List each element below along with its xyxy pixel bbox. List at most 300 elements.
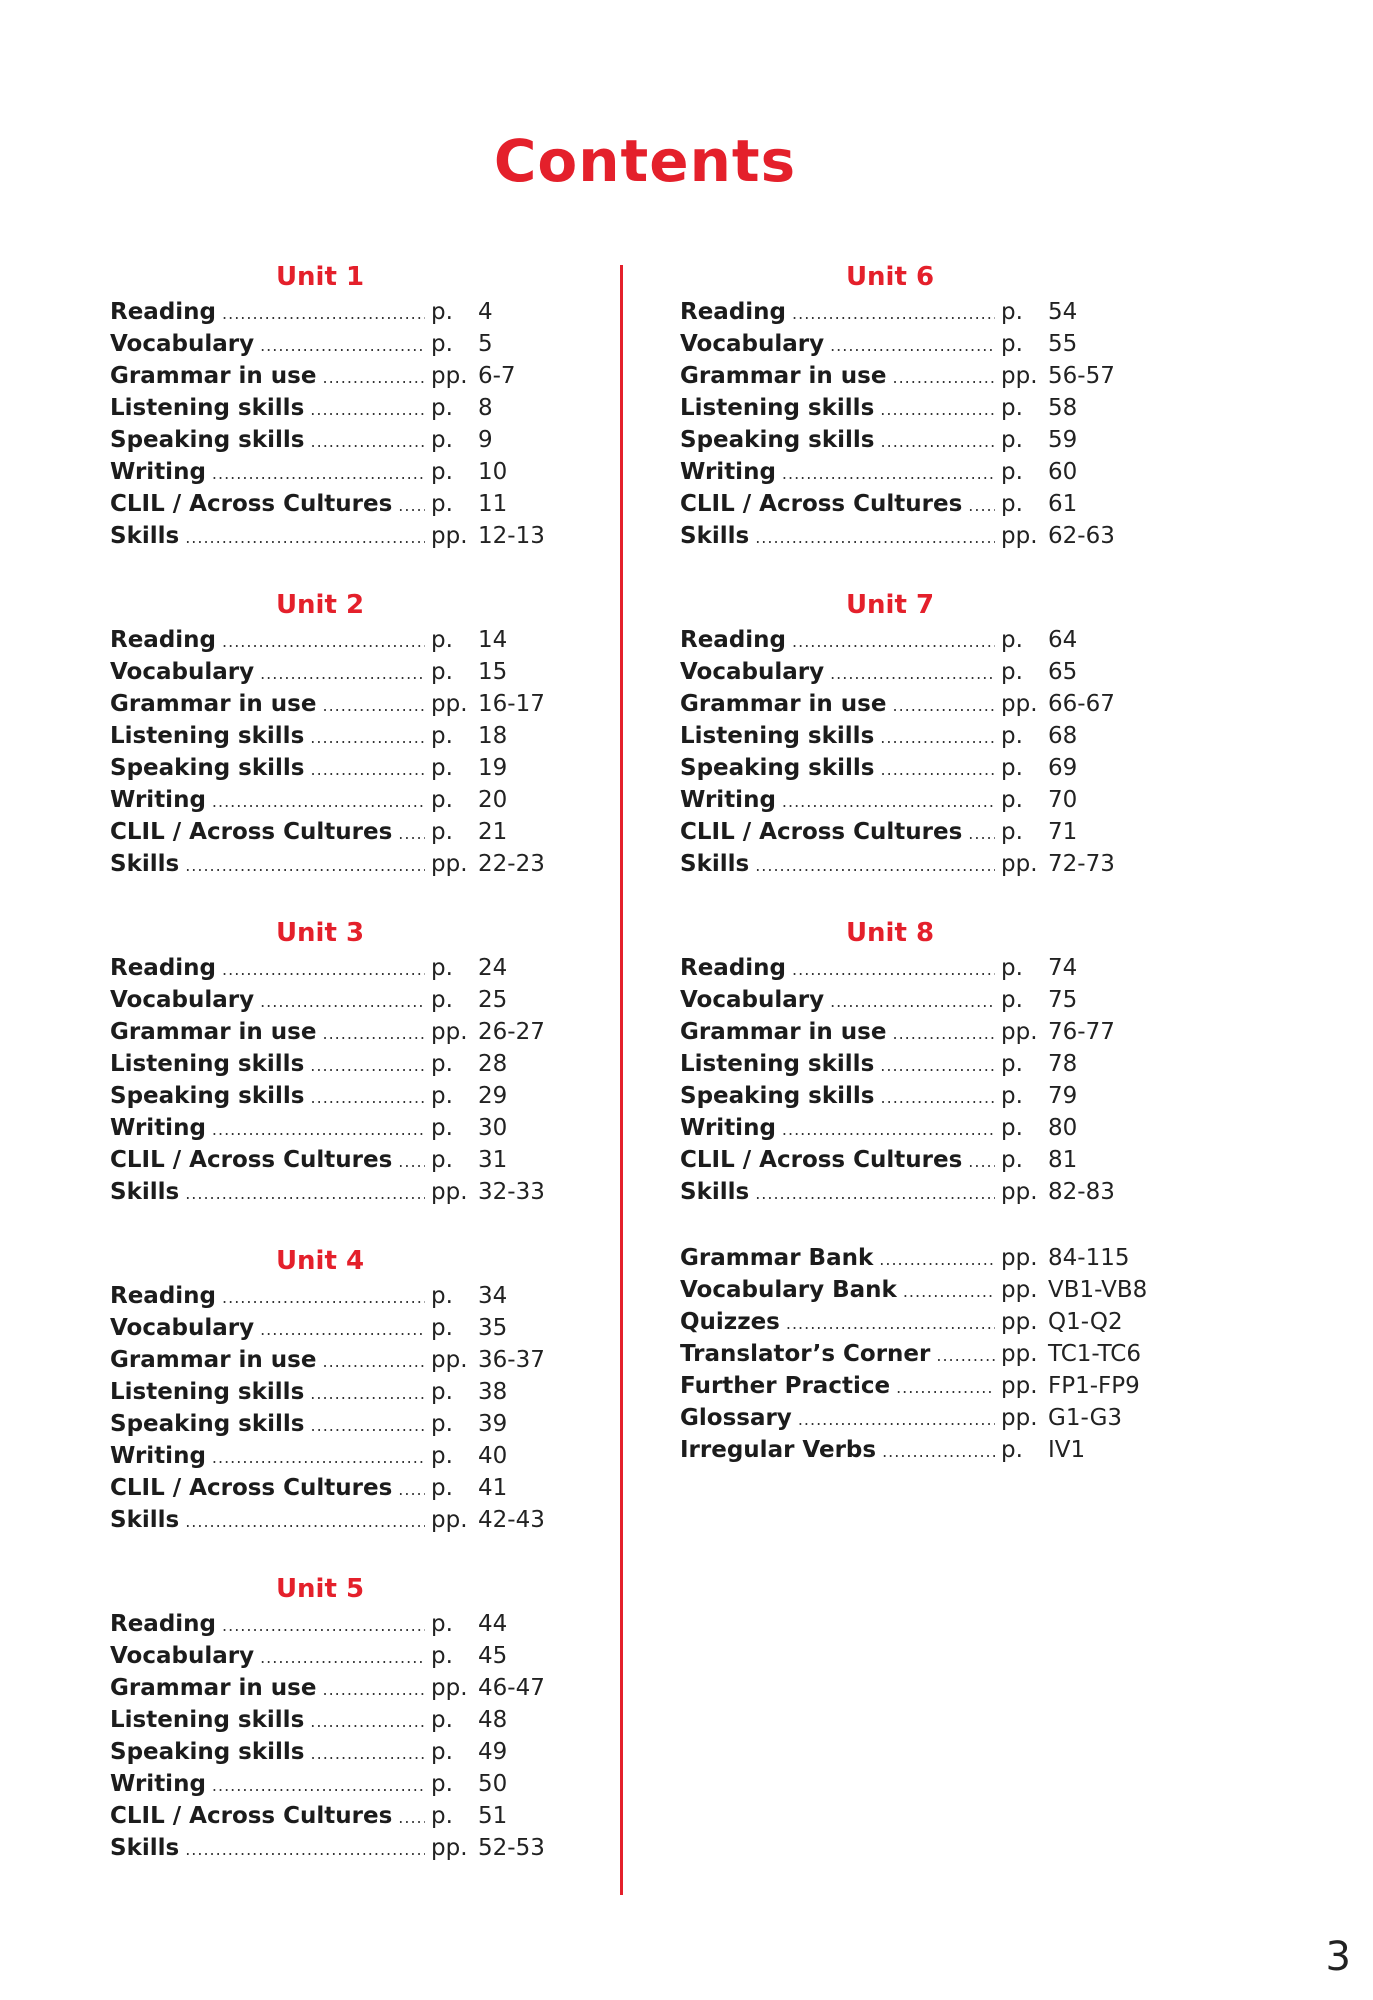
toc-entry-label: Grammar in use [110, 363, 317, 389]
page-ref-prefix: p. [431, 1051, 453, 1077]
page-ref-number: 55 [1048, 331, 1078, 357]
toc-entry-label: CLIL / Across Cultures [680, 819, 963, 845]
toc-entry-label: Irregular Verbs [680, 1437, 877, 1463]
dot-leader [830, 658, 995, 690]
page-ref-number: 30 [478, 1115, 508, 1141]
page-ref-number: 16-17 [478, 691, 545, 717]
toc-entry-label: CLIL / Across Cultures [110, 1475, 393, 1501]
page-ref-number: 18 [478, 723, 508, 749]
page-ref-prefix: p. [431, 459, 453, 485]
page-ref-prefix: p. [431, 1643, 453, 1669]
toc-entry-clil-across-cultures [110, 1144, 590, 1176]
toc-entry-writing [110, 456, 590, 488]
page-ref-number: 81 [1048, 1147, 1078, 1173]
page-ref-prefix: pp. [431, 363, 468, 389]
page-ref-number: 6-7 [478, 363, 516, 389]
left-column [110, 258, 590, 1898]
dot-leader [222, 954, 425, 986]
toc-entry-label: Listening skills [110, 1379, 305, 1405]
toc-entry-skills [110, 520, 590, 552]
toc-entry-grammar-in-use [680, 360, 1160, 392]
dot-leader [322, 1018, 425, 1050]
page-ref-number: 76-77 [1048, 1019, 1115, 1045]
page-ref-number: 35 [478, 1315, 508, 1341]
dot-leader [311, 754, 425, 786]
unit-section [680, 586, 1160, 880]
toc-entry-label: Grammar Bank [680, 1245, 874, 1271]
page-ref-prefix: p. [1001, 659, 1023, 685]
page-ref-number: 9 [478, 427, 493, 453]
toc-entry-label: Listening skills [680, 395, 875, 421]
page-ref-number: 21 [478, 819, 508, 845]
toc-entry-label: Translator’s Corner [680, 1341, 931, 1367]
toc-entry-writing [680, 1112, 1160, 1144]
page-ref-number: 10 [478, 459, 508, 485]
toc-entry-clil-across-cultures [110, 1800, 590, 1832]
page-ref-number: 52-53 [478, 1835, 545, 1861]
dot-leader [260, 330, 425, 362]
toc-entry-clil-across-cultures [110, 488, 590, 520]
page-ref-number: 80 [1048, 1115, 1078, 1141]
page-ref-prefix: pp. [1001, 523, 1038, 549]
toc-entry-speaking-skills [110, 424, 590, 456]
unit-heading: Unit 2 [275, 590, 365, 620]
toc-entry-grammar-in-use [680, 1016, 1160, 1048]
page-ref-prefix: pp. [1001, 691, 1038, 717]
page-ref-prefix: p. [1001, 627, 1023, 653]
toc-entry-grammar-in-use [110, 1016, 590, 1048]
toc-entry-reading [110, 296, 590, 328]
dot-leader [892, 690, 995, 722]
unit-section [680, 914, 1160, 1208]
page-ref-number: 72-73 [1048, 851, 1115, 877]
page-ref-prefix: p. [431, 1771, 453, 1797]
toc-entry-label: Speaking skills [680, 427, 875, 453]
toc-entry-speaking-skills [680, 1080, 1160, 1112]
page-ref-prefix: p. [1001, 299, 1023, 325]
toc-entry-writing [110, 784, 590, 816]
toc-entry-vocabulary-bank [680, 1274, 1160, 1306]
page-ref-prefix: p. [1001, 459, 1023, 485]
toc-entry-reading [110, 952, 590, 984]
toc-entry-label: Speaking skills [680, 1083, 875, 1109]
page-ref-number: 51 [478, 1803, 508, 1829]
unit-heading: Unit 8 [845, 918, 935, 948]
dot-leader [882, 1436, 995, 1468]
page-ref-prefix: pp. [1001, 1019, 1038, 1045]
toc-entry-label: Skills [680, 523, 750, 549]
toc-entry-reading [680, 624, 1160, 656]
page-ref-number: 38 [478, 1379, 508, 1405]
dot-leader [311, 1082, 425, 1114]
page-ref-number: 42-43 [478, 1507, 545, 1533]
dot-leader [310, 1378, 425, 1410]
toc-entry-label: Speaking skills [680, 755, 875, 781]
unit-heading: Unit 1 [275, 262, 365, 292]
page-ref-number: 11 [478, 491, 508, 517]
page-ref-prefix: p. [431, 627, 453, 653]
page-ref-prefix: p. [1001, 1437, 1023, 1463]
dot-leader [968, 1146, 995, 1178]
page-ref-number: 12-13 [478, 523, 545, 549]
toc-entry-label: Skills [110, 523, 180, 549]
page-ref-number: 48 [478, 1707, 508, 1733]
toc-entry-label: Listening skills [110, 723, 305, 749]
toc-entry-label: Vocabulary [110, 659, 255, 685]
dot-leader [881, 754, 995, 786]
page-ref-prefix: pp. [1001, 1277, 1038, 1303]
page-ref-prefix: p. [431, 1411, 453, 1437]
page-ref-number: 74 [1048, 955, 1078, 981]
toc-entry-label: Writing [680, 787, 776, 813]
page-ref-prefix: p. [431, 491, 453, 517]
page-ref-prefix: p. [431, 299, 453, 325]
toc-entry-label: Grammar in use [110, 1347, 317, 1373]
dot-leader [881, 426, 995, 458]
page-ref-number: 45 [478, 1643, 508, 1669]
toc-entry-listening-skills [110, 392, 590, 424]
dot-leader [782, 1114, 995, 1146]
toc-entry-glossary [680, 1402, 1160, 1434]
dot-leader [322, 690, 425, 722]
toc-entry-writing [680, 456, 1160, 488]
page-ref-number: 14 [478, 627, 508, 653]
page-ref-prefix: p. [431, 659, 453, 685]
page-ref-prefix: p. [431, 1475, 453, 1501]
page-ref-number: 25 [478, 987, 508, 1013]
page-ref-number: 41 [478, 1475, 508, 1501]
page-ref-prefix: pp. [1001, 1373, 1038, 1399]
toc-entry-label: Vocabulary [110, 331, 255, 357]
page-ref-prefix: p. [1001, 331, 1023, 357]
page-ref-prefix: p. [1001, 787, 1023, 813]
toc-entry-label: CLIL / Across Cultures [110, 1803, 393, 1829]
page-ref-prefix: p. [431, 1283, 453, 1309]
toc-entry-label: Speaking skills [110, 1411, 305, 1437]
page-ref-number: 39 [478, 1411, 508, 1437]
unit-section [110, 914, 590, 1208]
page-ref-number: 65 [1048, 659, 1078, 685]
toc-entry-skills [110, 1176, 590, 1208]
toc-entry-listening-skills [110, 720, 590, 752]
page-ref-number: 20 [478, 787, 508, 813]
page-ref-number: 70 [1048, 787, 1078, 813]
page-ref-number: VB1-VB8 [1048, 1277, 1148, 1303]
dot-leader [310, 722, 425, 754]
page-ref-prefix: pp. [431, 1507, 468, 1533]
dot-leader [310, 1050, 425, 1082]
page-ref-prefix: p. [1001, 1051, 1023, 1077]
dot-leader [212, 1442, 425, 1474]
toc-entry-reading [680, 296, 1160, 328]
page-ref-prefix: p. [431, 1707, 453, 1733]
dot-leader [311, 1410, 425, 1442]
page-ref-number: 75 [1048, 987, 1078, 1013]
dot-leader [398, 490, 425, 522]
dot-leader [892, 362, 995, 394]
page-ref-number: 34 [478, 1283, 508, 1309]
unit-section [110, 1570, 590, 1864]
dot-leader [222, 1610, 425, 1642]
toc-entry-label: Listening skills [110, 1051, 305, 1077]
page-ref-prefix: p. [1001, 755, 1023, 781]
dot-leader [222, 626, 425, 658]
toc-entry-label: Vocabulary [680, 331, 825, 357]
dot-leader [903, 1276, 995, 1308]
toc-entry-clil-across-cultures [110, 1472, 590, 1504]
toc-entry-quizzes [680, 1306, 1160, 1338]
toc-entry-label: Skills [110, 1507, 180, 1533]
dot-leader [398, 1474, 425, 1506]
toc-entry-label: Writing [680, 1115, 776, 1141]
page-ref-number: 26-27 [478, 1019, 545, 1045]
toc-entry-vocabulary [680, 984, 1160, 1016]
dot-leader [222, 1282, 425, 1314]
page-ref-number: IV1 [1048, 1437, 1086, 1463]
toc-entry-listening-skills [680, 720, 1160, 752]
page-ref-prefix: p. [1001, 491, 1023, 517]
toc-entry-label: Skills [680, 851, 750, 877]
page-ref-number: 69 [1048, 755, 1078, 781]
toc-entry-label: Speaking skills [110, 755, 305, 781]
page-ref-number: 8 [478, 395, 493, 421]
dot-leader [880, 1050, 995, 1082]
dot-leader [311, 426, 425, 458]
page-ref-number: 36-37 [478, 1347, 545, 1373]
page-title: Contents [493, 127, 797, 195]
toc-entry-irregular-verbs [680, 1434, 1160, 1466]
toc-entry-listening-skills [110, 1048, 590, 1080]
toc-entry-writing [110, 1440, 590, 1472]
toc-entry-clil-across-cultures [680, 1144, 1160, 1176]
toc-entry-grammar-bank [680, 1242, 1160, 1274]
toc-entry-clil-across-cultures [680, 816, 1160, 848]
appendix-section [680, 1242, 1160, 1466]
dot-leader [222, 298, 425, 330]
page-ref-prefix: p. [431, 1443, 453, 1469]
page-ref-prefix: p. [431, 1739, 453, 1765]
dot-leader [398, 1146, 425, 1178]
toc-entry-further-practice [680, 1370, 1160, 1402]
page-ref-prefix: p. [1001, 395, 1023, 421]
toc-entry-writing [680, 784, 1160, 816]
dot-leader [936, 1340, 995, 1372]
toc-entry-label: Reading [110, 627, 217, 653]
toc-entry-skills [110, 1504, 590, 1536]
toc-entry-writing [110, 1768, 590, 1800]
toc-entry-grammar-in-use [680, 688, 1160, 720]
page-ref-number: 4 [478, 299, 493, 325]
page-ref-prefix: p. [431, 427, 453, 453]
page-ref-number: 46-47 [478, 1675, 545, 1701]
dot-leader [782, 786, 995, 818]
page-ref-prefix: p. [431, 1803, 453, 1829]
page-ref-number: 58 [1048, 395, 1078, 421]
toc-entry-label: Vocabulary Bank [680, 1277, 897, 1303]
dot-leader [310, 394, 425, 426]
page-ref-prefix: p. [431, 987, 453, 1013]
dot-leader [881, 1082, 995, 1114]
toc-entry-label: Vocabulary [110, 1315, 255, 1341]
toc-entry-label: Reading [110, 1283, 217, 1309]
page-ref-number: 19 [478, 755, 508, 781]
page-ref-prefix: pp. [1001, 851, 1038, 877]
dot-leader [185, 850, 425, 882]
toc-entry-label: Writing [110, 459, 206, 485]
page-ref-number: 40 [478, 1443, 508, 1469]
page-ref-number: 68 [1048, 723, 1078, 749]
dot-leader [311, 1738, 425, 1770]
toc-entry-label: CLIL / Across Cultures [680, 491, 963, 517]
page-ref-prefix: p. [1001, 427, 1023, 453]
page-number: 3 [1325, 1934, 1351, 1980]
toc-entry-listening-skills [110, 1376, 590, 1408]
toc-entry-skills [110, 1832, 590, 1864]
dot-leader [185, 1506, 425, 1538]
page-ref-prefix: p. [1001, 1083, 1023, 1109]
toc-entry-vocabulary [110, 656, 590, 688]
dot-leader [212, 1114, 425, 1146]
toc-entry-grammar-in-use [110, 360, 590, 392]
dot-leader [968, 818, 995, 850]
page-ref-number: 44 [478, 1611, 508, 1637]
toc-entry-label: Skills [680, 1179, 750, 1205]
page-ref-prefix: p. [431, 955, 453, 981]
unit-heading: Unit 5 [275, 1574, 365, 1604]
dot-leader [260, 1314, 425, 1346]
toc-entry-reading [110, 1280, 590, 1312]
toc-entry-vocabulary [110, 1640, 590, 1672]
page-ref-prefix: pp. [1001, 1341, 1038, 1367]
page-ref-prefix: p. [1001, 955, 1023, 981]
dot-leader [879, 1244, 995, 1276]
toc-entry-reading [110, 1608, 590, 1640]
page-ref-prefix: p. [1001, 1115, 1023, 1141]
toc-entry-vocabulary [110, 984, 590, 1016]
dot-leader [212, 1770, 425, 1802]
page-ref-number: 62-63 [1048, 523, 1115, 549]
page-ref-prefix: p. [431, 1315, 453, 1341]
dot-leader [792, 954, 995, 986]
page-ref-number: 31 [478, 1147, 508, 1173]
dot-leader [880, 722, 995, 754]
toc-entry-label: Listening skills [680, 1051, 875, 1077]
dot-leader [185, 522, 425, 554]
toc-entry-writing [110, 1112, 590, 1144]
dot-leader [185, 1178, 425, 1210]
dot-leader [310, 1706, 425, 1738]
page-ref-prefix: pp. [431, 1179, 468, 1205]
page-ref-prefix: p. [431, 395, 453, 421]
page-ref-prefix: pp. [431, 1675, 468, 1701]
toc-entry-label: Listening skills [110, 1707, 305, 1733]
toc-entry-translator-s-corner [680, 1338, 1160, 1370]
page-ref-number: 50 [478, 1771, 508, 1797]
unit-heading: Unit 6 [845, 262, 935, 292]
dot-leader [322, 362, 425, 394]
dot-leader [212, 786, 425, 818]
toc-entry-vocabulary [680, 656, 1160, 688]
toc-entry-label: CLIL / Across Cultures [110, 491, 393, 517]
toc-entry-label: Reading [680, 627, 787, 653]
toc-entry-label: Writing [680, 459, 776, 485]
page-ref-prefix: pp. [431, 1019, 468, 1045]
dot-leader [755, 1178, 995, 1210]
page-ref-number: 29 [478, 1083, 508, 1109]
dot-leader [782, 458, 995, 490]
dot-leader [212, 458, 425, 490]
page-ref-number: 71 [1048, 819, 1078, 845]
toc-entry-label: Reading [110, 1611, 217, 1637]
toc-entry-label: CLIL / Across Cultures [680, 1147, 963, 1173]
toc-entry-label: Reading [110, 955, 217, 981]
toc-entry-label: Writing [110, 787, 206, 813]
toc-entry-label: Reading [680, 299, 787, 325]
toc-entry-label: Reading [680, 955, 787, 981]
dot-leader [792, 298, 995, 330]
page-ref-number: 22-23 [478, 851, 545, 877]
page-ref-prefix: pp. [431, 691, 468, 717]
toc-entry-vocabulary [680, 328, 1160, 360]
toc-entry-label: Further Practice [680, 1373, 891, 1399]
dot-leader [892, 1018, 995, 1050]
toc-entry-label: Skills [110, 851, 180, 877]
page-ref-prefix: p. [1001, 987, 1023, 1013]
toc-entry-speaking-skills [680, 752, 1160, 784]
page-ref-prefix: pp. [1001, 1405, 1038, 1431]
dot-leader [260, 986, 425, 1018]
toc-entry-label: Grammar in use [110, 1675, 317, 1701]
page-ref-prefix: pp. [1001, 1309, 1038, 1335]
column-divider [620, 265, 623, 1895]
unit-section [110, 258, 590, 552]
toc-entry-speaking-skills [680, 424, 1160, 456]
toc-entry-label: Grammar in use [110, 691, 317, 717]
page-ref-prefix: p. [431, 819, 453, 845]
page-ref-prefix: pp. [431, 1835, 468, 1861]
page-ref-number: 32-33 [478, 1179, 545, 1205]
page-ref-prefix: pp. [431, 1347, 468, 1373]
page-ref-number: 61 [1048, 491, 1078, 517]
toc-entry-skills [680, 520, 1160, 552]
page-ref-number: 66-67 [1048, 691, 1115, 717]
toc-entry-skills [680, 1176, 1160, 1208]
unit-heading: Unit 4 [275, 1246, 365, 1276]
unit-heading: Unit 7 [845, 590, 935, 620]
page-ref-number: 24 [478, 955, 508, 981]
page-ref-prefix: p. [431, 331, 453, 357]
page-ref-number: 28 [478, 1051, 508, 1077]
toc-entry-clil-across-cultures [110, 816, 590, 848]
toc-entry-reading [110, 624, 590, 656]
page-ref-prefix: p. [431, 755, 453, 781]
page-ref-number: 79 [1048, 1083, 1078, 1109]
page-ref-number: 64 [1048, 627, 1078, 653]
toc-entry-label: Reading [110, 299, 217, 325]
page-ref-number: Q1-Q2 [1048, 1309, 1123, 1335]
dot-leader [185, 1834, 425, 1866]
toc-entry-label: Listening skills [680, 723, 875, 749]
toc-entry-label: Listening skills [110, 395, 305, 421]
toc-entry-label: Grammar in use [680, 691, 887, 717]
toc-entry-grammar-in-use [110, 1672, 590, 1704]
toc-entry-clil-across-cultures [680, 488, 1160, 520]
toc-entry-label: Speaking skills [110, 427, 305, 453]
right-column [680, 258, 1160, 1466]
dot-leader [260, 658, 425, 690]
unit-section [680, 258, 1160, 552]
toc-entry-listening-skills [680, 392, 1160, 424]
